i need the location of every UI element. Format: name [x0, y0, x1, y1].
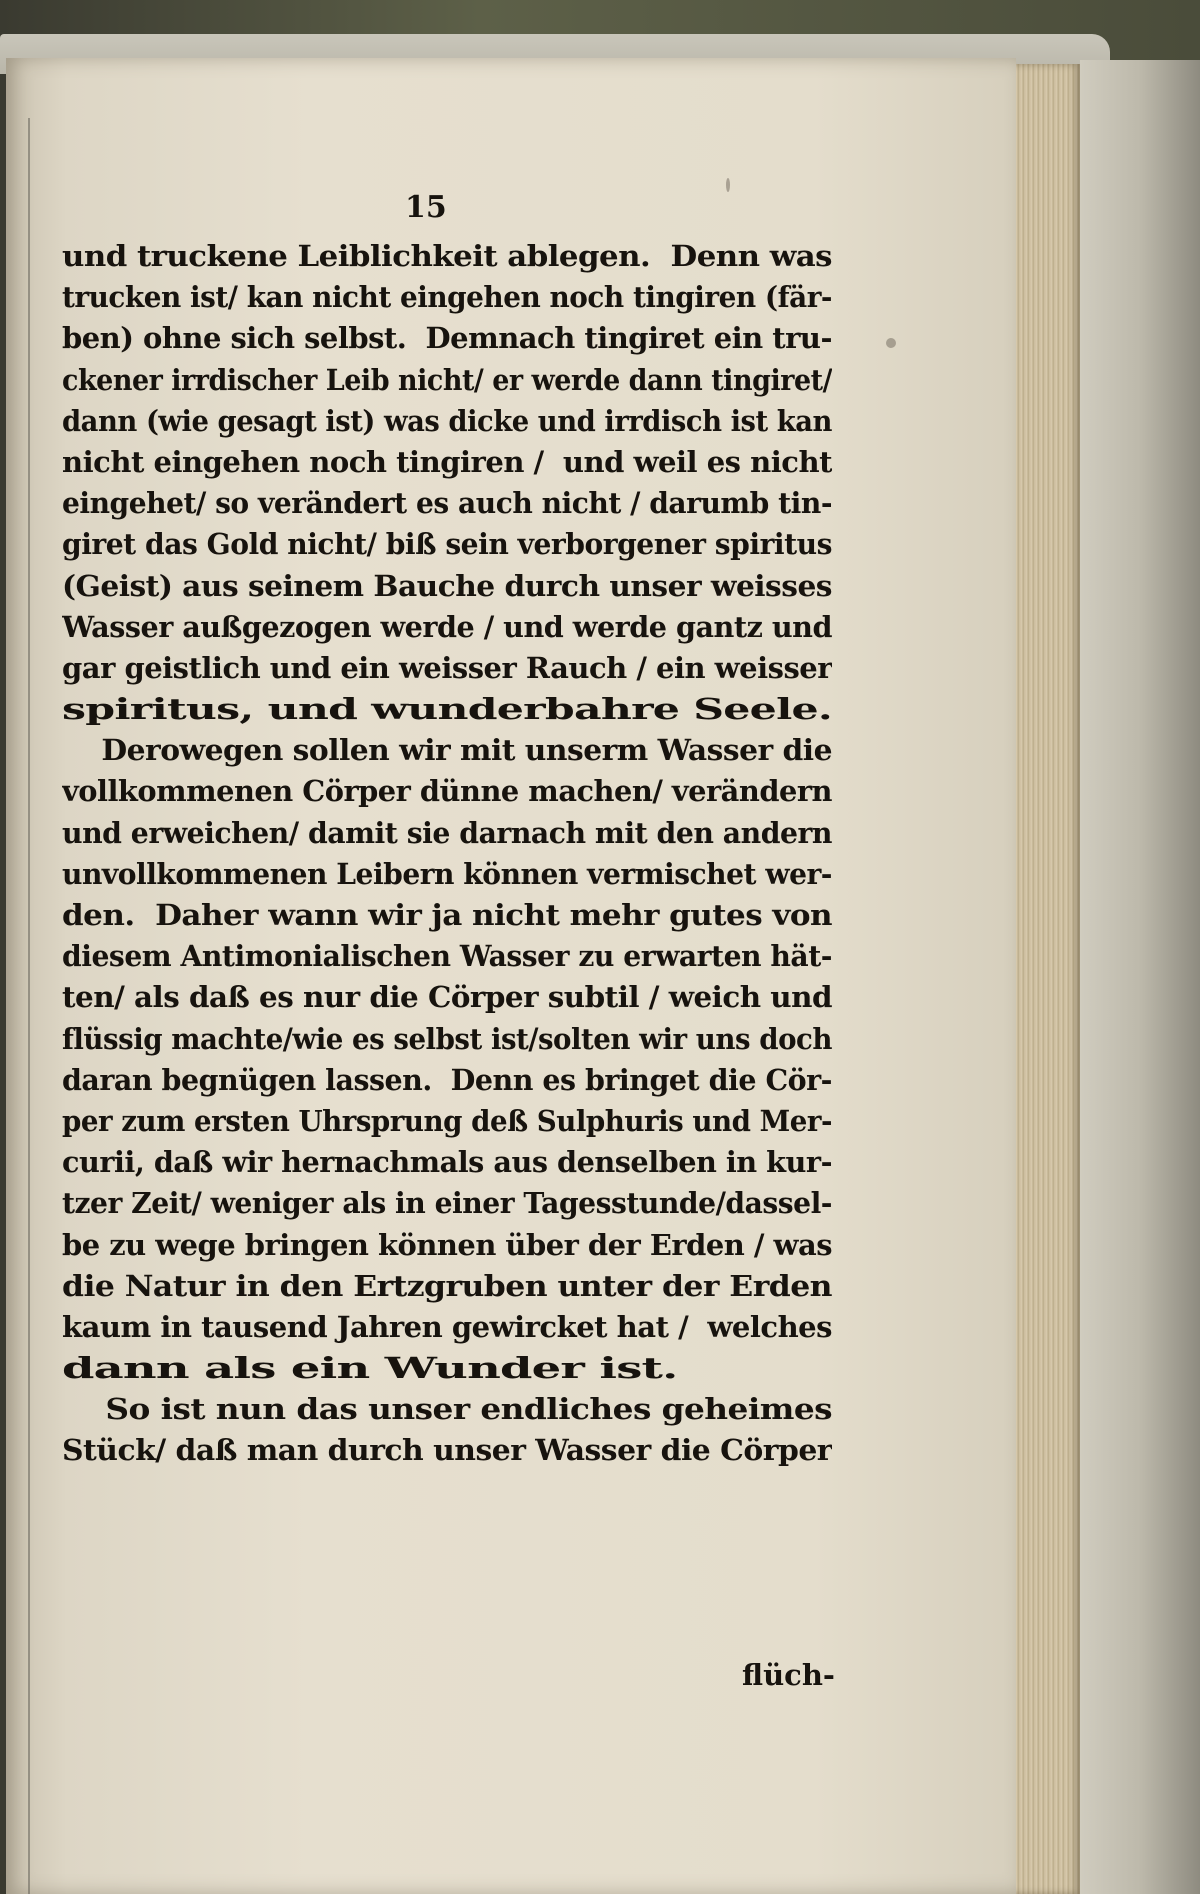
- text-line: nicht eingehen noch tingiren / und weil es nicht: [62, 444, 832, 479]
- text-line: und truckene Leiblichkeit ablegen. Denn was: [62, 239, 832, 273]
- text-line: trucken ist/ kan nicht eingehen noch tingiren (fär-: [62, 280, 832, 315]
- text-line: gar geistlich und ein weisser Rauch / ein weisser: [62, 650, 832, 685]
- text-line: (Geist) aus seinem Bauche durch unser weisses: [62, 568, 832, 603]
- book-right-cover: [1080, 60, 1200, 1894]
- text-line: flüssig machte/wie es selbst ist/solten wir uns doch: [62, 1021, 832, 1056]
- text-line: giret das Gold nicht/ biß sein verborgener spiritus: [62, 527, 832, 562]
- text-line: ckener irrdischer Leib nicht/ er werde dann tingiret/: [62, 362, 832, 397]
- text-line: curii, daß wir hernachmals aus denselben in kur-: [62, 1145, 832, 1180]
- text-line: Stück/ daß man durch unser Wasser die Cörper: [62, 1433, 832, 1468]
- text-line: kaum in tausend Jahren gewircket hat / welches: [62, 1309, 832, 1344]
- text-line: die Natur in den Ertzgruben unter der Erden: [62, 1268, 832, 1303]
- text-line: So ist nun das unser endliches geheimes: [62, 1392, 832, 1427]
- text-line: ten/ als daß es nur die Cörper subtil / weich und: [62, 980, 832, 1015]
- paper-speck: [886, 338, 896, 348]
- text-line: tzer Zeit/ weniger als in einer Tagesstunde/dassel-: [62, 1186, 832, 1221]
- text-line: den. Daher wann wir ja nicht mehr gutes von: [62, 898, 832, 932]
- catchword: flüch-: [742, 1658, 835, 1692]
- text-line: Derowegen sollen wir mit unserm Wasser die: [62, 733, 832, 768]
- text-line: unvollkommenen Leibern können vermischet wer-: [62, 856, 832, 891]
- text-line: ben) ohne sich selbst. Demnach tingiret ein tru-: [62, 321, 832, 356]
- page-number: 15: [405, 190, 447, 225]
- text-line: dann (wie gesagt ist) was dicke und irrdisch ist kan: [62, 403, 832, 438]
- text-line: Wasser außgezogen werde / und werde gantz und: [62, 609, 832, 644]
- text-line: eingehet/ so verändert es auch nicht / darumb tin-: [62, 486, 832, 521]
- text-line: diesem Antimonialischen Wasser zu erwarten hät-: [62, 939, 832, 974]
- text-line: daran begnügen lassen. Denn es bringet die Cör-: [62, 1062, 832, 1097]
- page-fore-edge: [1010, 64, 1080, 1894]
- text-line: per zum ersten Uhrsprung deß Sulphuris und Mer-: [62, 1103, 832, 1138]
- text-line: be zu wege bringen können über der Erden / was: [62, 1227, 832, 1262]
- text-line: dann als ein Wunder ist.: [62, 1351, 678, 1386]
- gutter-line: [28, 118, 30, 1894]
- text-line: vollkommenen Cörper dünne machen/ verändern: [62, 774, 832, 809]
- text-line: spiritus, und wunderbahre Seele.: [62, 692, 832, 727]
- text-line: und erweichen/ damit sie darnach mit den andern: [62, 815, 832, 850]
- text-block: [62, 190, 832, 1472]
